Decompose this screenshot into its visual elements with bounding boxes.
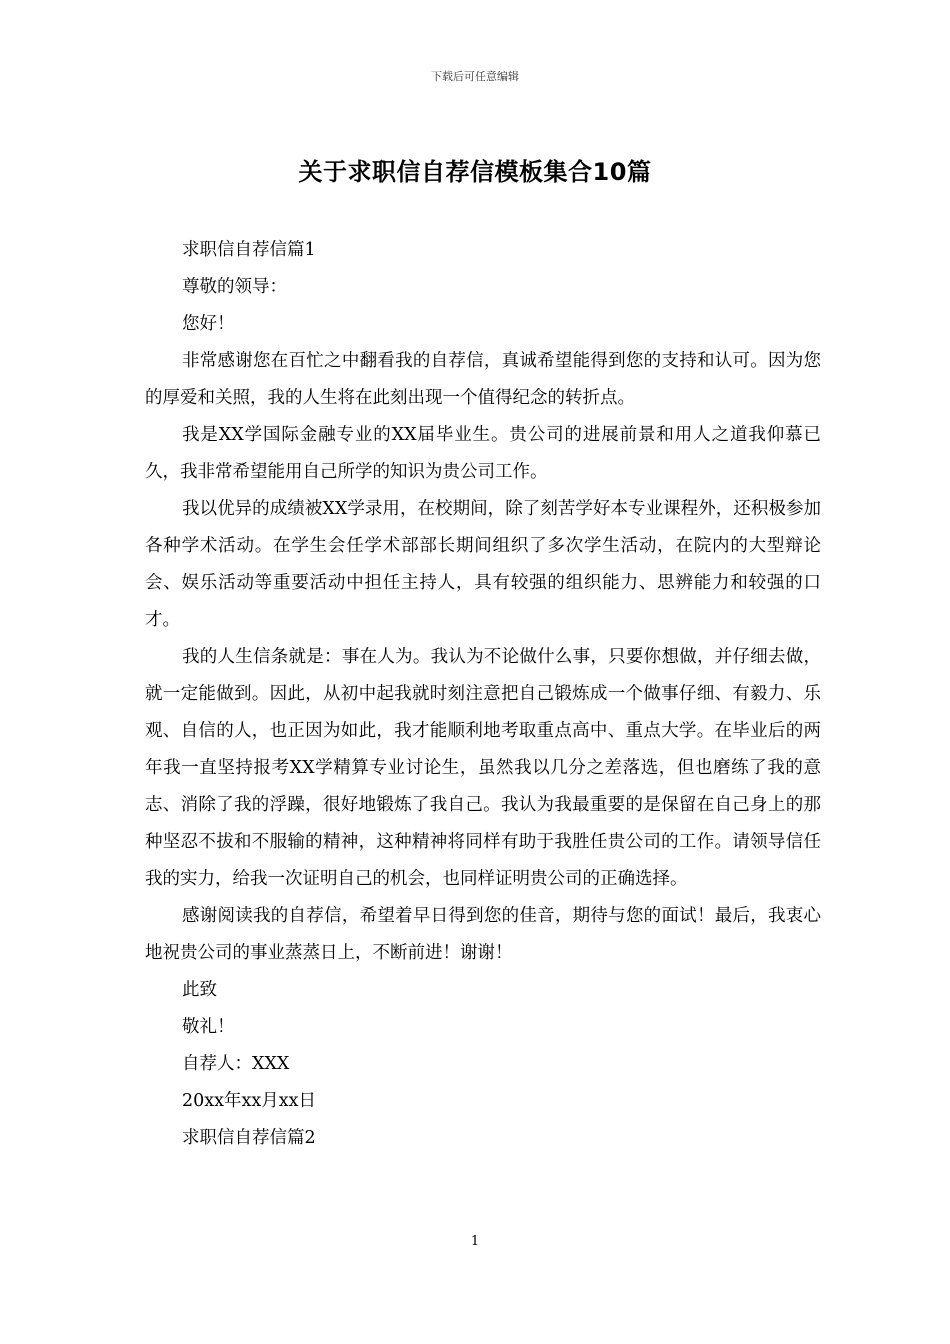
body-paragraph: 我是XX学国际金融专业的XX届毕业生。贵公司的进展前景和用人之道我仰慕已久，我非常希望能用自己所学的知识为贵公司工作。 — [145, 425, 821, 482]
closing-regards: 敬礼！ — [182, 1017, 235, 1037]
signature: 自荐人：XXX — [182, 1054, 290, 1074]
date-line: 20xx年xx月xx日 — [182, 1091, 316, 1111]
salutation: 尊敬的领导： — [182, 277, 287, 297]
body-paragraph: 我的人生信条就是：事在人为。我认为不论做什么事，只要你想做，并仔细去做，就一定能做到。因此，从初中起我就时刻注意把自己锻炼成一个做事仔细、有毅力、乐观、自信的人，也正因为如此，我才能顺利地考取重点高中、重点大学。在毕业后的两年我一直坚持报考XX学精算专业讨论生，虽然我以几分之差落选，但也磨练了我的意志、消除了我的浮躁，很好地锻炼了我自己。我认为我最重要的是保留在自己身上的那种坚忍不拔和不服输的精神，这种精神将同样有助于我胜任贵公司的工作。请领导信任我的实力，给我一次证明自己的机会，也同样证明贵公司的正确选择。 — [145, 647, 821, 889]
body-paragraph: 非常感谢您在百忙之中翻看我的自荐信，真诚希望能得到您的支持和认可。因为您的厚爱和关照，我的人生将在此刻出现一个值得纪念的转折点。 — [145, 351, 821, 408]
body-paragraph: 感谢阅读我的自荐信，希望着早日得到您的佳音，期待与您的面试！最后，我衷心地祝贵公司的事业蒸蒸日上，不断前进！谢谢！ — [145, 906, 821, 963]
section-heading: 求职信自荐信篇2 — [182, 1128, 316, 1148]
section-heading: 求职信自荐信篇1 — [182, 240, 316, 260]
greeting: 您好！ — [182, 314, 235, 334]
document-title: 关于求职信自荐信模板集合10篇 — [298, 158, 652, 186]
closing-line: 此致 — [182, 980, 217, 1000]
page-number: 1 — [470, 1234, 480, 1249]
header-note: 下载后可任意编辑 — [431, 70, 519, 83]
body-paragraph: 我以优异的成绩被XX学录用，在校期间，除了刻苦学好本专业课程外，还积极参加各种学术活动。在学生会任学术部部长期间组织了多次学生活动，在院内的大型辩论会、娱乐活动等重要活动中担任主持人，具有较强的组织能力、思辨能力和较强的口才。 — [145, 499, 821, 630]
document-body — [145, 232, 821, 1157]
